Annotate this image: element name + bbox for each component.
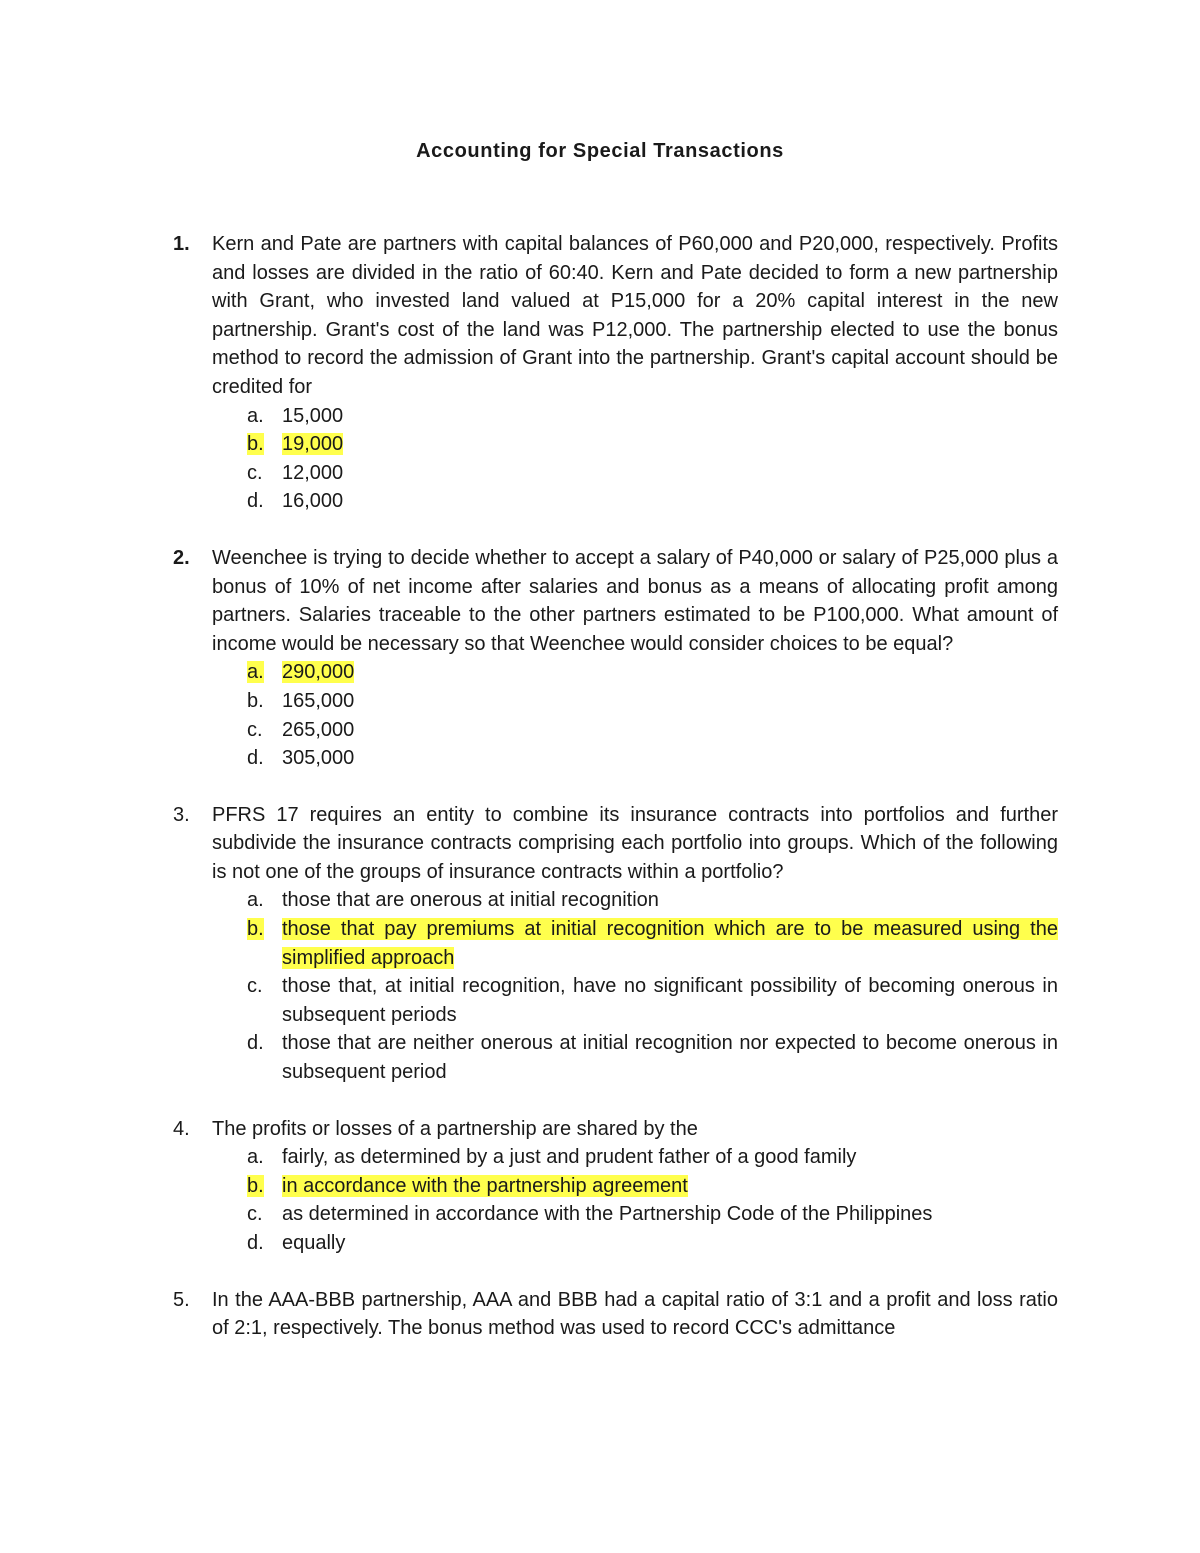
choice-list	[212, 658, 1058, 772]
choice-text-highlighted: those that pay premiums at initial recognition which are to be measured using the simplified approach	[282, 918, 1058, 969]
choice-letter: c.	[247, 718, 263, 741]
question-3	[173, 801, 1058, 1087]
choice-c	[212, 1200, 1058, 1229]
choice-letter: a.	[247, 1146, 264, 1169]
choice-d	[212, 744, 1058, 773]
choice-c	[212, 459, 1058, 488]
choice-b-answer	[212, 1172, 1058, 1201]
question-list	[173, 230, 1058, 1371]
choice-text-highlighted: in accordance with the partnership agreement	[282, 1174, 688, 1197]
choice-letter: d.	[247, 490, 264, 513]
choice-b-answer	[212, 915, 1058, 972]
question-4	[173, 1115, 1058, 1258]
choice-letter: b.	[247, 918, 264, 941]
choice-text-highlighted: 19,000	[282, 433, 344, 456]
question-number: 3.	[173, 803, 190, 826]
choice-letter: b.	[247, 433, 264, 456]
choice-a	[212, 402, 1058, 431]
question-number: 2.	[173, 546, 190, 569]
choice-list	[212, 886, 1058, 1086]
choice-letter: d.	[247, 747, 264, 770]
question-text: Weenchee is trying to decide whether to accept a salary of P40,000 or salary of P25,000 plus a bonus of 10% of net income after salaries and bonus as a means of allocating profit among partners. Salaries traceable to the other partners estimated to be P100,000. What amount of income would be necessary so that Weenchee would consider choices to be equal?	[212, 546, 1058, 655]
choice-letter: d.	[247, 1232, 264, 1254]
question-number: 1.	[173, 233, 190, 255]
choice-d	[212, 487, 1058, 516]
choice-b-answer	[212, 430, 1058, 459]
choice-letter-highlight	[247, 430, 264, 459]
choice-list	[212, 402, 1058, 516]
choice-text: 15,000	[282, 404, 344, 427]
choice-letter-highlight	[247, 1172, 264, 1201]
choice-c	[212, 972, 1058, 1029]
choice-text-highlighted: 290,000	[282, 661, 355, 684]
question-text: PFRS 17 requires an entity to combine its insurance contracts into portfolios and further subdivide the insurance contracts comprising each portfolio into groups. Which of the following is not one of the groups of insurance contracts within a portfolio?	[212, 803, 1058, 883]
choice-letter: b.	[247, 1174, 264, 1197]
choice-a-answer	[212, 658, 1058, 687]
choice-d	[212, 1229, 1058, 1258]
question-text: Kern and Pate are partners with capital balances of P60,000 and P20,000, respectively. Profits and losses are divided in the ratio of 60:40. Kern and Pate decided to form a new partnership with Grant, who invested land valued at P15,000 for a 20% capital interest in the new partnership. Grant's cost of the land was P12,000. The partnership elected to use the bonus method to record the admission of Grant into the partnership. Grant's capital account should be credited for	[212, 233, 1058, 398]
choice-text: 16,000	[282, 490, 344, 513]
choice-letter-highlight	[247, 915, 264, 944]
choice-b	[212, 687, 1058, 716]
choice-letter: d.	[247, 1032, 264, 1055]
question-number: 5.	[173, 1288, 190, 1311]
choice-letter: b.	[247, 689, 264, 712]
choice-letter: c.	[247, 975, 263, 998]
choice-text: 165,000	[282, 689, 355, 712]
question-number: 4.	[173, 1117, 190, 1140]
question-text: The profits or losses of a partnership are shared by the	[212, 1117, 698, 1140]
choice-text: fairly, as determined by a just and prudent father of a good family	[282, 1146, 857, 1169]
choice-text: 305,000	[282, 747, 355, 770]
choice-text: as determined in accordance with the Partnership Code of the Philippines	[282, 1203, 933, 1226]
choice-c	[212, 716, 1058, 745]
choice-a	[212, 886, 1058, 915]
choice-text: those that, at initial recognition, have no significant possibility of becoming onerous in subsequent periods	[282, 975, 1058, 1026]
choice-text: 265,000	[282, 718, 355, 741]
choice-text: those that are neither onerous at initial recognition nor expected to become onerous in subsequent period	[282, 1032, 1058, 1084]
choice-list	[212, 1143, 1058, 1257]
choice-text: equally	[282, 1232, 346, 1254]
choice-letter: c.	[247, 1203, 263, 1226]
question-5	[173, 1286, 1058, 1343]
choice-text: those that are onerous at initial recognition	[282, 889, 659, 912]
question-2	[173, 544, 1058, 773]
choice-text: 12,000	[282, 461, 344, 484]
choice-letter: c.	[247, 461, 263, 484]
choice-letter-highlight	[247, 658, 264, 687]
question-text: In the AAA-BBB partnership, AAA and BBB had a capital ratio of 3:1 and a profit and loss ratio of 2:1, respectively. The bonus method was used to record CCC's admittance	[212, 1288, 1058, 1340]
choice-letter: a.	[247, 661, 264, 684]
document-title: Accounting for Special Transactions	[416, 140, 784, 162]
choice-d	[212, 1029, 1058, 1086]
choice-letter: a.	[247, 889, 264, 912]
choice-letter: a.	[247, 404, 264, 427]
question-1	[173, 230, 1058, 516]
choice-a	[212, 1143, 1058, 1172]
